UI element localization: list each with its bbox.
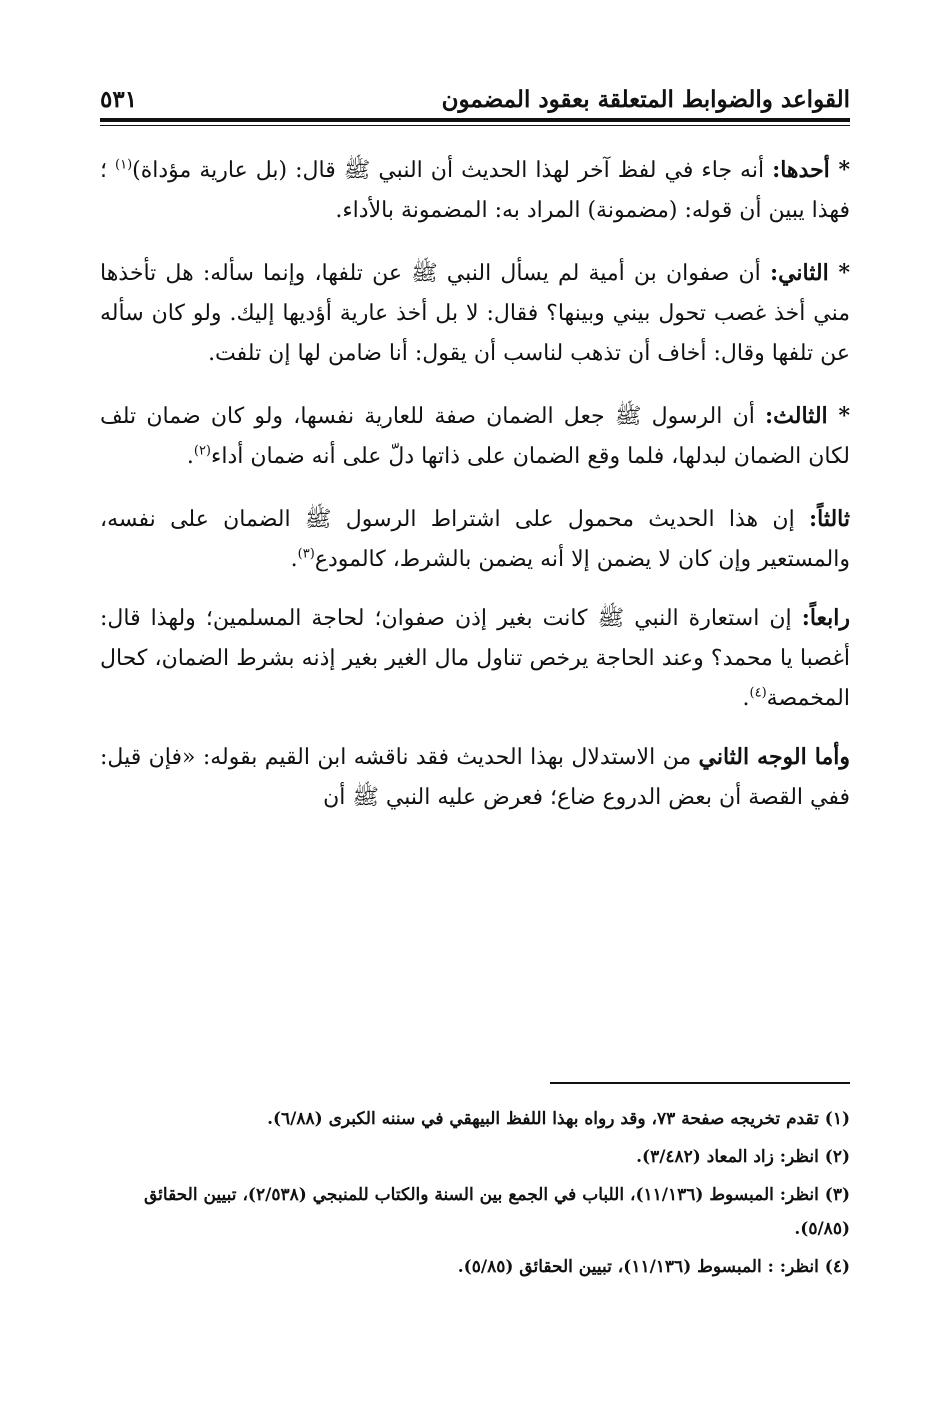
paragraph-second-aspect	[100, 737, 850, 818]
footnote-3: (٣) انظر: المبسوط (١١/١٣٦)، اللباب في الجمع بين السنة والكتاب للمنبجي (٢/٥٣٨)، تبيين الحقائق (٥/٨٥).	[143, 1185, 850, 1239]
footnote-ref: (٢)	[193, 443, 211, 459]
paragraph-text: من الاستدلال بهذا الحديث فقد ناقشه ابن القيم بقوله: «فإن قيل: ففي القصة أن بعض الدروع ضاع؛ فعرض عليه النبي ﷺ أن	[100, 745, 850, 810]
paragraph-text: إن استعارة النبي ﷺ كانت بغير إذن صفوان؛ لحاجة المسلمين؛ ولهذا قال: أغصبا يا محمد؟ وعند الحاجة يرخص تناول مال الغير بغير إذنه بشرط الضمان، كحال المخمصة	[100, 606, 850, 711]
paragraph-lead: وأما الوجه الثاني	[698, 744, 850, 770]
paragraph-thirdly	[100, 499, 850, 580]
paragraph-tail: ؛ فهذا يبين أن قوله: (مضمونة) المراد به: المضمونة بالأداء.	[100, 158, 850, 223]
paragraph-text: إن هذا الحديث محمول على اشتراط الرسول ﷺ الضمان على نفسه، والمستعير وإن كان لا يضمن إلا أنه يضمن بالشرط، كالمودع	[100, 507, 850, 572]
footnote-ref: (٣)	[297, 546, 315, 562]
footnote-2: (٢) انظر: زاد المعاد (٣/٤٨٢).	[636, 1147, 850, 1167]
paragraph-tail: .	[186, 444, 194, 469]
paragraph-lead: * الثالث:	[765, 403, 850, 429]
paragraph-tail: .	[742, 686, 750, 711]
footnote-1: (١) تقدم تخريجه صفحة ٧٣، وقد رواه بهذا اللفظ البيهقي في سننه الكبرى (٦/٨٨).	[267, 1109, 850, 1129]
running-title: القواعد والضوابط المتعلقة بعقود المضمون	[441, 85, 850, 113]
paragraph-text: أن صفوان بن أمية لم يسأل النبي ﷺ عن تلفها، وإنما سأله: هل تأخذها مني أخذ غصب تحول بيني وبينها؟ فقال: لا بل أخذ عارية أؤديها إليك. ولو كان سأله عن تلفها وقال: أخاف أن تذهب لناسب أن يقول: أنا ضامن لها إن تلفت.	[100, 261, 850, 366]
footnote-4: (٤) انظر: : المبسوط (١١/١٣٦)، تبيين الحقائق (٥/٨٥).	[457, 1257, 850, 1277]
footnote-separator	[550, 1082, 850, 1084]
paragraph-lead: * أحدها:	[772, 157, 850, 183]
footnote-ref: (١)	[115, 157, 133, 173]
paragraph-text: أنه جاء في لفظ آخر لهذا الحديث أن النبي ﷺ قال: (بل عارية مؤداة)	[132, 158, 773, 183]
paragraph-text: أن الرسول ﷺ جعل الضمان صفة للعارية نفسها، ولو كان ضمان تلف لكان الضمان لبدلها، فلما وقع الضمان على ذاتها دلّ على أنه ضمان أداء	[100, 404, 850, 469]
paragraph-lead: ثالثاً:	[809, 506, 850, 532]
footnotes	[100, 1102, 850, 1288]
page-number: ٥٣١	[100, 85, 138, 113]
header-rule-thin	[100, 125, 850, 126]
body-text	[100, 150, 850, 840]
paragraph-first-point	[100, 150, 850, 231]
header-rule-thick	[100, 118, 850, 122]
paragraph-third-point	[100, 396, 850, 477]
paragraph-fourthly	[100, 598, 850, 719]
paragraph-tail: .	[290, 547, 298, 572]
paragraph-lead: * الثاني:	[769, 260, 851, 286]
page-header	[100, 78, 850, 120]
footnote-ref: (٤)	[749, 685, 767, 701]
paragraph-lead: رابعاً:	[801, 605, 850, 631]
paragraph-second-point	[100, 253, 850, 374]
